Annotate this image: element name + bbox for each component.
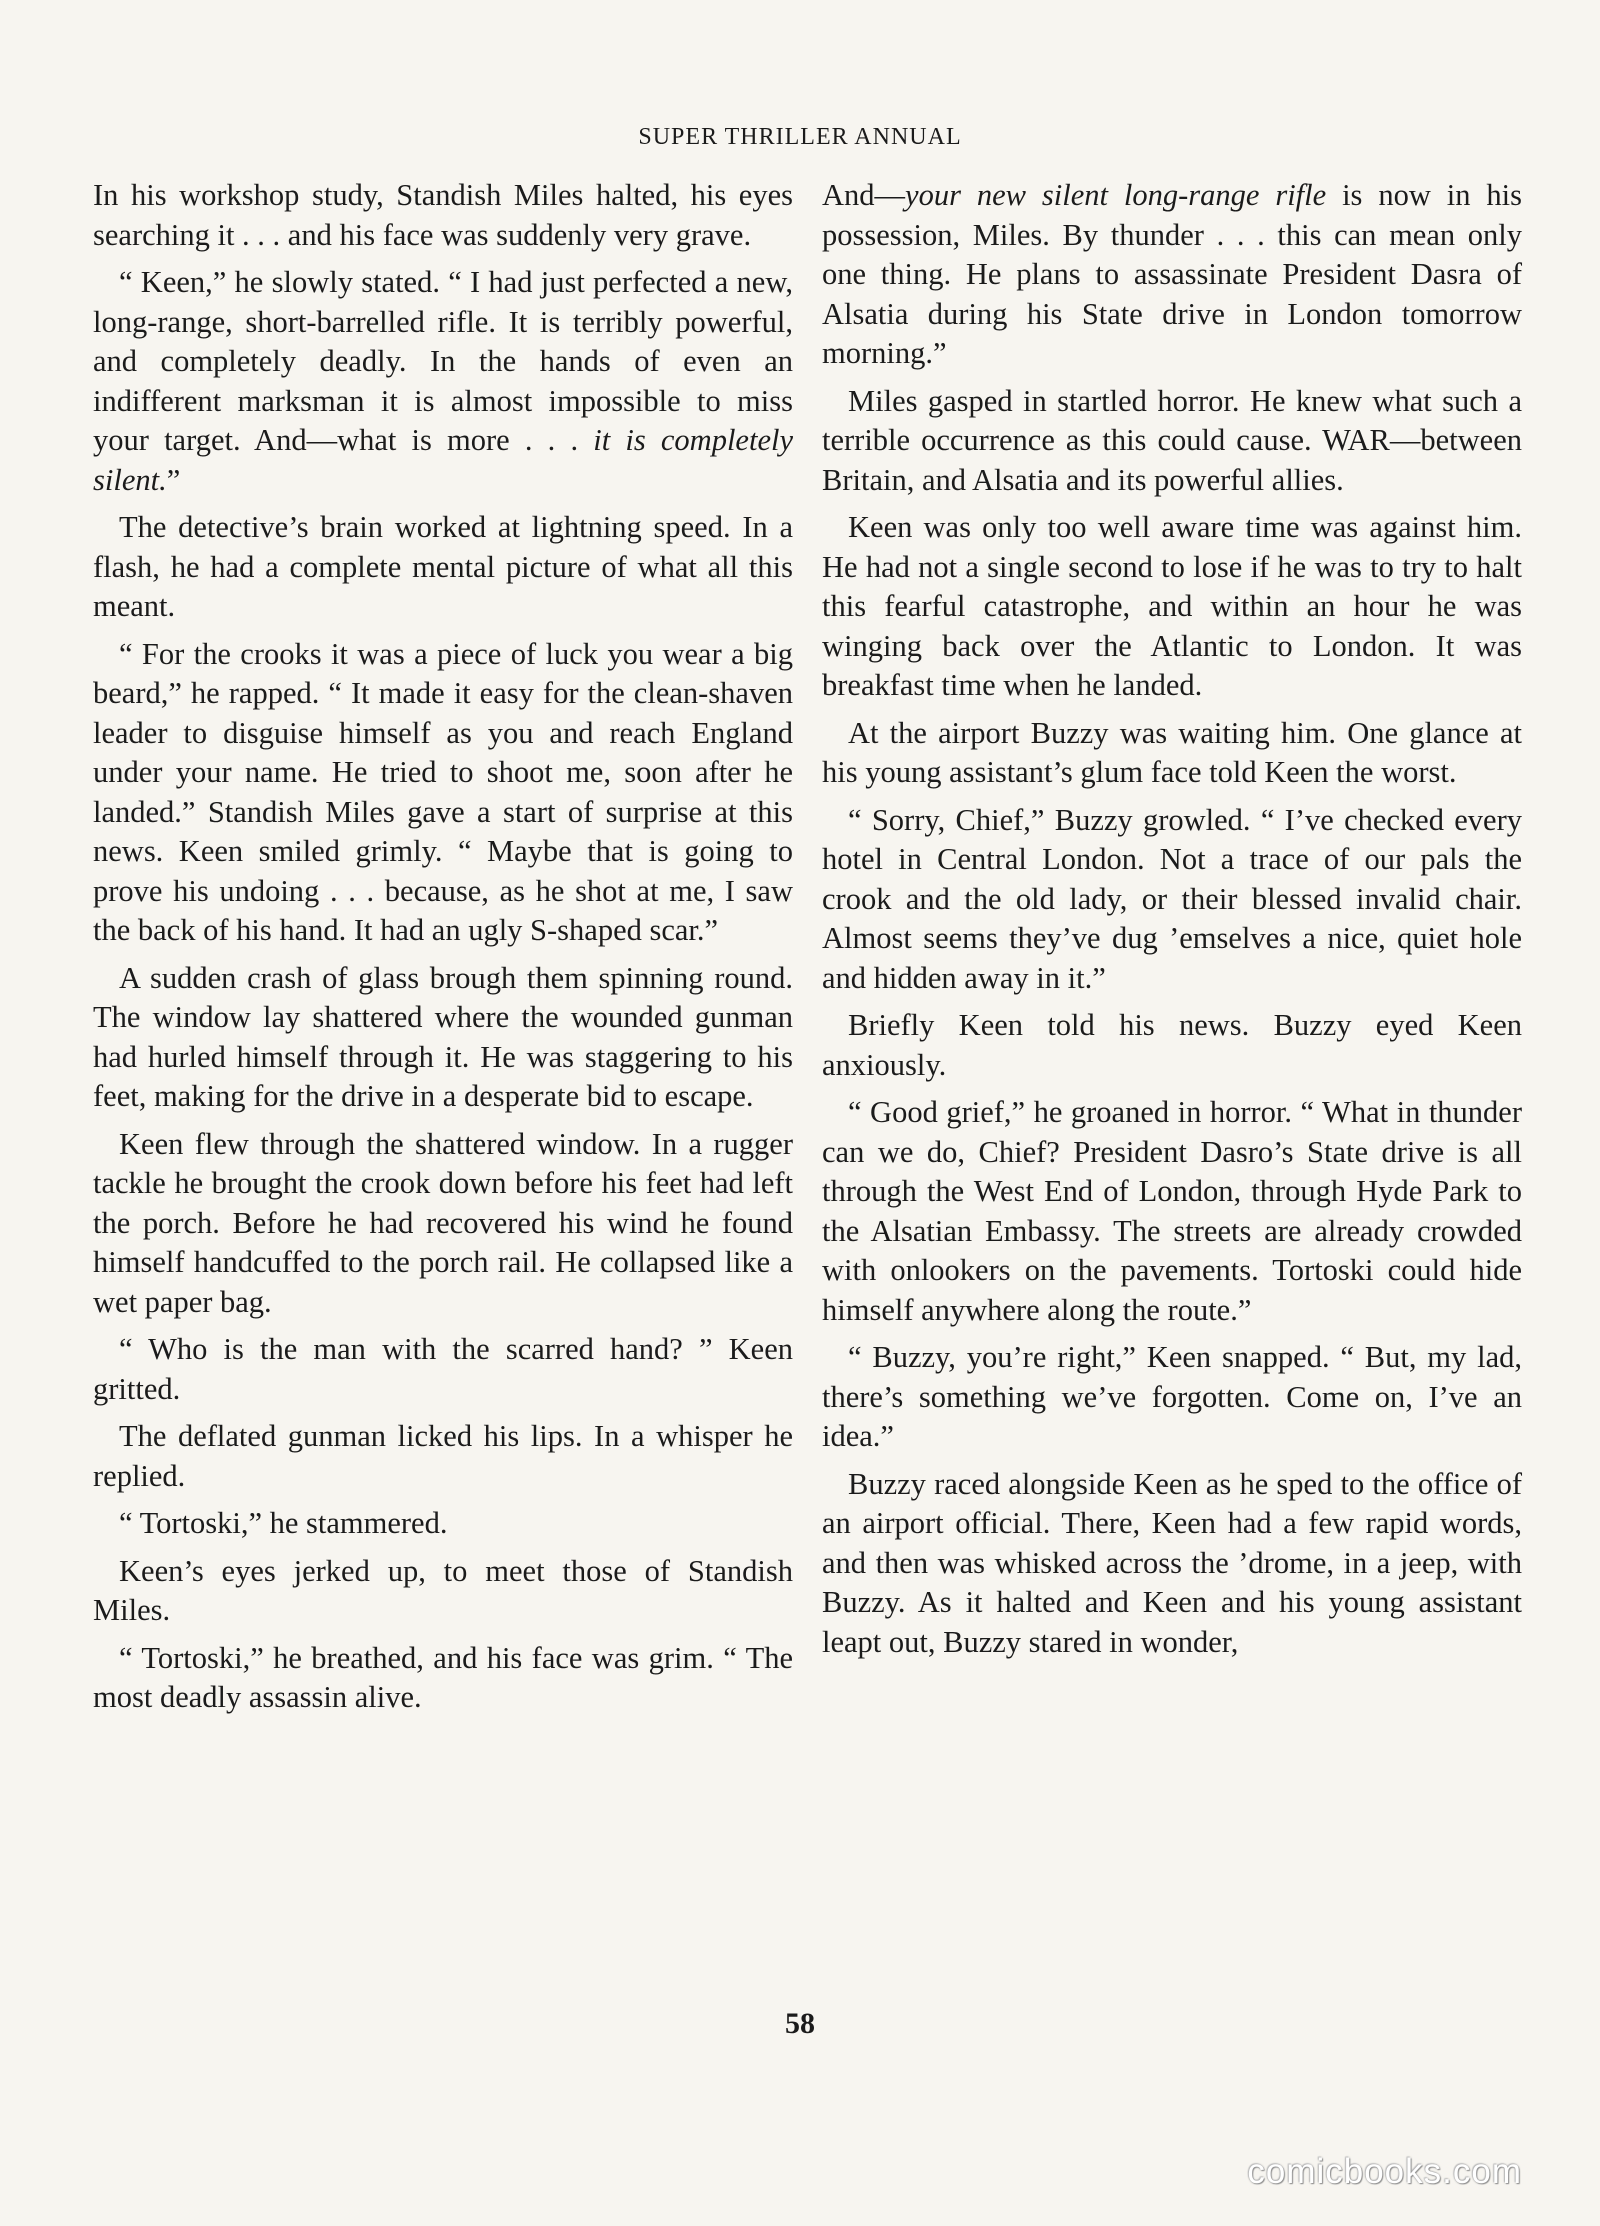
paragraph: “ Sorry, Chief,” Buzzy growled. “ I’ve checked every hotel in Central London. Not a trace of our pals the crook and the old lady, or their blessed invalid chair. Almost seems they’ve dug ’emselves a nice, quiet hole and hidden away in it.”: [822, 802, 1522, 995]
paragraph-text: is now in his possession, Miles. By thunder . . . this can mean only one thing. He plans to assassinate President Dasra of Alsatia during his State drive in London tomorrow morning.”: [822, 178, 1523, 370]
paragraph: The detective’s brain worked at lightning speed. In a flash, he had a complete mental picture of what all this meant.: [93, 510, 793, 623]
left-column: [93, 176, 793, 1726]
closing-quote: ”: [166, 462, 181, 497]
paragraph: Keen was only too well aware time was against him. He had not a single second to lose if he was to try to halt this fearful catastrophe, and within an hour he was winging back over the Atlantic to London. It was breakfast time when he landed.: [822, 510, 1522, 702]
paragraph: “ Tortoski,” he breathed, and his face was grim. “ The most deadly assassin alive.: [93, 1640, 793, 1714]
paragraph: [93, 263, 793, 500]
italic-text: your new silent long-range rifle: [905, 178, 1327, 212]
paragraph: Briefly Keen told his news. Buzzy eyed Keen anxiously.: [822, 1008, 1522, 1082]
paragraph: Keen’s eyes jerked up, to meet those of Standish Miles.: [93, 1553, 793, 1627]
paragraph: “ Good grief,” he groaned in horror. “ What in thunder can we do, Chief? President Dasro’s State drive is all through the West End of London, through Hyde Park to the Alsatian Embassy. The streets are already crowded with onlookers on the pavements. Tortoski could hide himself anywhere along the route.”: [822, 1095, 1522, 1327]
paragraph: [822, 176, 1522, 374]
paragraph: “ Who is the man with the scarred hand? ” Keen gritted.: [93, 1332, 793, 1406]
paragraph: A sudden crash of glass brough them spinning round. The window lay shattered where the wounded gunman had hurled himself through it. He was staggering to his feet, making for the drive in a desperate bid to escape.: [93, 960, 793, 1113]
paragraph-text: “ Keen,” he slowly stated. “ I had just perfected a new, long-range, short-barrelled rifle. It is terribly powerful, and completely deadly. In the hands of even an indifferent marksman it is almost impossible to miss your target. And—what is more . . .: [93, 265, 793, 457]
paragraph: “ For the crooks it was a piece of luck you wear a big beard,” he rapped. “ It made it easy for the clean-shaven leader to disguise himself as you and reach England under your name. He tried to shoot me, soon after he landed.” Standish Miles gave a start of surprise at this news. Keen smiled grimly. “ Maybe that is going to prove his undoing . . . because, as he shot at me, I saw the back of his hand. It had an ugly S-shaped scar.”: [93, 636, 793, 947]
running-header: SUPER THRILLER ANNUAL: [638, 124, 962, 150]
paragraph: Keen flew through the shattered window. In a rugger tackle he brought the crook down before his feet had left the porch. Before he had recovered his wind he found himself handcuffed to the porch rail. He collapsed like a wet paper bag.: [93, 1126, 793, 1319]
paragraph: “ Tortoski,” he stammered.: [119, 1506, 448, 1540]
paragraph: At the airport Buzzy was waiting him. One glance at his young assistant’s glum face told Keen the worst.: [822, 715, 1522, 789]
paragraph: The deflated gunman licked his lips. In a whisper he replied.: [93, 1419, 793, 1493]
page-number: 58: [785, 2007, 815, 2040]
paragraph: In his workshop study, Standish Miles halted, his eyes searching it . . . and his face was suddenly very grave.: [93, 178, 793, 252]
paragraph: Buzzy raced alongside Keen as he sped to the office of an airport official. There, Keen had a few rapid words, and then was whisked across the ’drome, in a jeep, with Buzzy. As it halted and Keen and his young assistant leapt out, Buzzy stared in wonder,: [822, 1466, 1522, 1659]
paragraph: “ Buzzy, you’re right,” Keen snapped. “ But, my lad, there’s something we’ve forgotten. Come on, I’ve an idea.”: [822, 1340, 1522, 1453]
paragraph: Miles gasped in startled horror. He knew what such a terrible occurrence as this could cause. WAR—between Britain, and Alsatia and its powerful allies.: [822, 383, 1522, 497]
watermark: comicbooks.com: [1247, 2152, 1522, 2191]
right-column: [822, 176, 1522, 1670]
paragraph-text: And—: [822, 178, 906, 212]
italic-text: it is completely silent.: [93, 423, 793, 497]
